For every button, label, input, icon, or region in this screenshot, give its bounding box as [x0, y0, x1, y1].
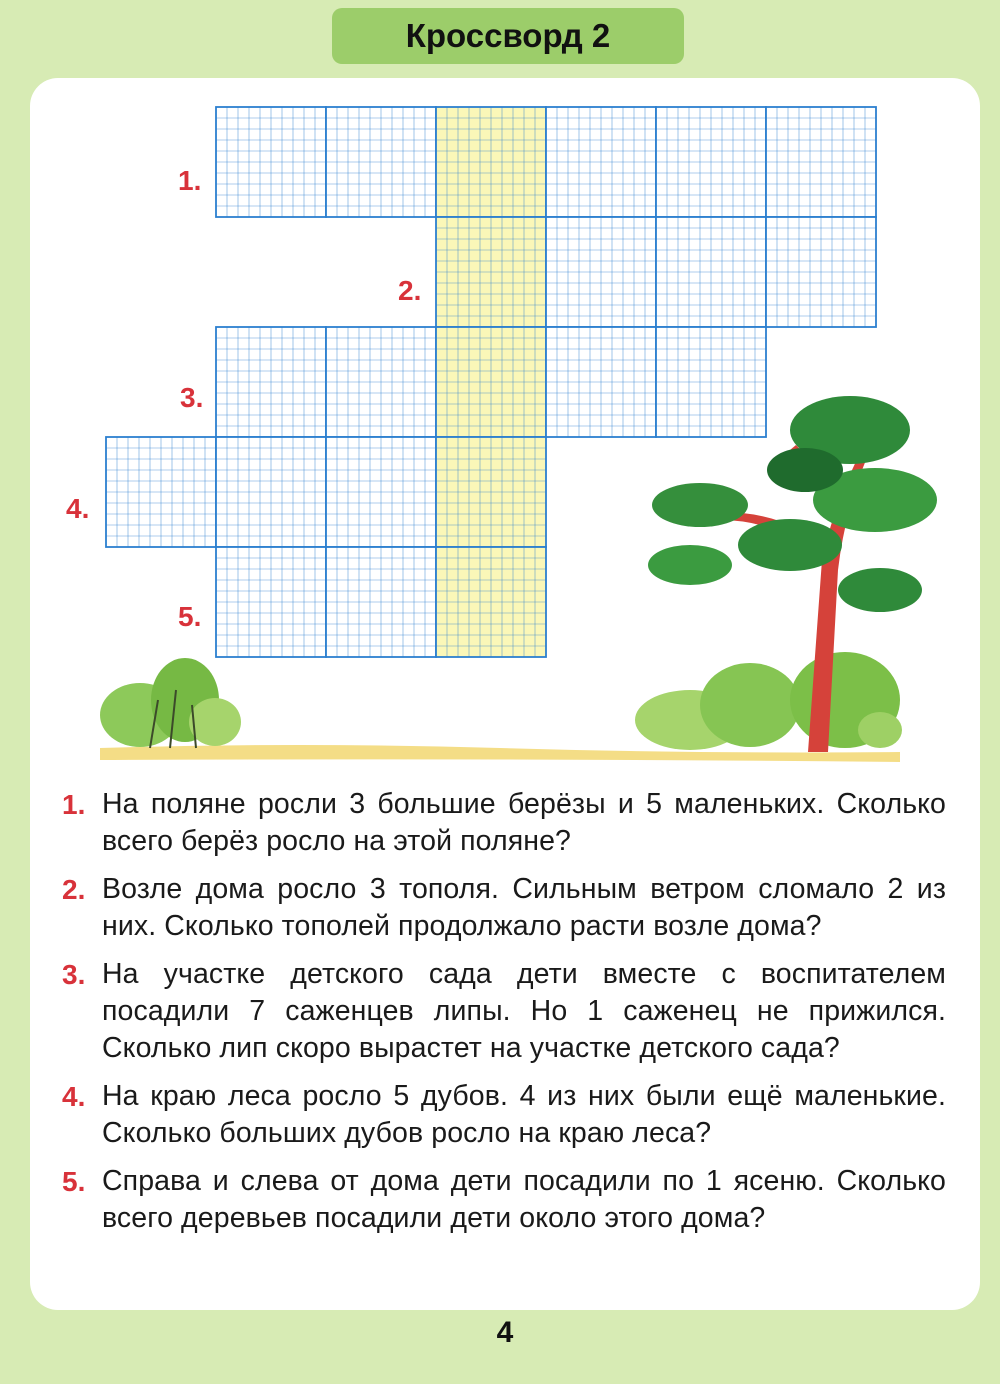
page-number: 4: [496, 1316, 514, 1349]
crossword-cell[interactable]: [656, 217, 766, 327]
crossword-cell[interactable]: [766, 217, 876, 327]
crossword-cell[interactable]: [216, 107, 326, 217]
question-number: 1.: [62, 789, 86, 820]
crossword-cell[interactable]: [106, 437, 216, 547]
clue-label-4: 4.: [66, 493, 90, 524]
question-number: 3.: [62, 959, 86, 990]
crossword-cell[interactable]: [656, 107, 766, 217]
question-list: [62, 786, 946, 1248]
question-item: [62, 1163, 946, 1237]
question-item: [62, 956, 946, 1067]
clue-label-1: 1.: [178, 165, 202, 196]
question-text: На поляне росли 3 большие берёзы и 5 маленьких. Сколько всего берёз росло на этой поляне?: [102, 788, 946, 857]
crossword-cell[interactable]: [326, 547, 436, 657]
bush-right-icon: [635, 652, 902, 750]
page-title: Кроссворд 2: [332, 8, 684, 64]
crossword-cell[interactable]: [766, 107, 876, 217]
question-number: 5.: [62, 1166, 86, 1197]
question-text: Справа и слева от дома дети посадили по 1 ясеню. Сколько всего деревьев посадили дети около этого дома?: [102, 1165, 946, 1234]
crossword-cell[interactable]: [436, 107, 546, 217]
clue-label-2: 2.: [398, 275, 422, 306]
crossword-cell[interactable]: [216, 327, 326, 437]
crossword-cell[interactable]: [436, 437, 546, 547]
question-number: 4.: [62, 1081, 86, 1112]
crossword-cell[interactable]: [216, 547, 326, 657]
crossword-grid: [106, 107, 876, 657]
question-text: На краю леса росло 5 дубов. 4 из них были ещё маленькие. Сколько больших дубов росло на краю леса?: [102, 1080, 946, 1149]
crossword-cell[interactable]: [436, 217, 546, 327]
crossword-cell[interactable]: [546, 107, 656, 217]
question-item: [62, 871, 946, 945]
question-text: На участке детского сада дети вместе с воспитателем посадили 7 саженцев липы. Но 1 саженец не прижился. Сколько лип скоро вырастет на участке детского сада?: [102, 958, 946, 1064]
crossword-cell[interactable]: [436, 547, 546, 657]
crossword-cell[interactable]: [326, 437, 436, 547]
question-number: 2.: [62, 874, 86, 905]
question-item: [62, 1078, 946, 1152]
clue-label-5: 5.: [178, 601, 202, 632]
crossword-cell[interactable]: [546, 217, 656, 327]
crossword-cell[interactable]: [326, 327, 436, 437]
crossword-cell[interactable]: [326, 107, 436, 217]
crossword-cell[interactable]: [546, 327, 656, 437]
crossword-cell[interactable]: [216, 437, 326, 547]
clue-label-3: 3.: [180, 382, 204, 413]
crossword-cell[interactable]: [436, 327, 546, 437]
crossword-cell[interactable]: [656, 327, 766, 437]
bush-left-icon: [100, 658, 241, 748]
ground: [100, 745, 900, 762]
question-text: Возле дома росло 3 тополя. Сильным ветром сломало 2 из них. Сколько тополей продолжало расти возле дома?: [102, 873, 946, 942]
question-item: [62, 786, 946, 860]
